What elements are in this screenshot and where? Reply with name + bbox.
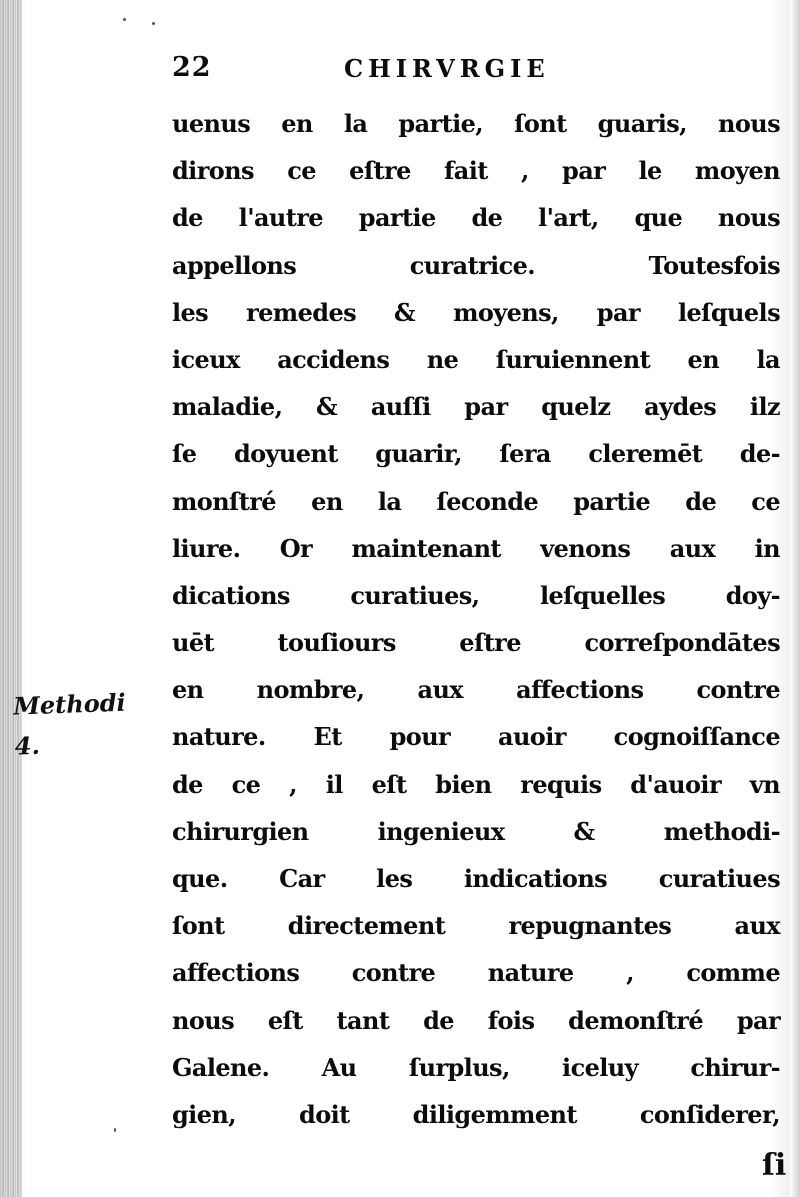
ink-speck xyxy=(123,18,126,21)
text-line: dirons ce eſtre fait , par le moyen xyxy=(172,156,780,186)
marginal-note-line: 4. xyxy=(14,730,41,761)
text-line: uenus en la partie, ſont guaris, nous xyxy=(172,109,780,138)
text-line: ſont directement repugnantes aux xyxy=(172,911,780,941)
text-line: liure. Or maintenant venons aux in xyxy=(172,533,780,563)
catchword: ſi xyxy=(762,1148,787,1183)
text-line: en nombre, aux affections contre xyxy=(172,675,780,705)
text-line: que. Car les indications curatiues xyxy=(172,864,780,893)
binding-gutter xyxy=(0,0,22,1197)
text-line: de l'autre partie de l'art, que nous xyxy=(172,203,780,233)
text-line: Galene. Au ſurplus, iceluy chirur- xyxy=(172,1052,780,1082)
text-line: nous eſt tant de fois demonſtré par xyxy=(172,1005,780,1035)
running-head: CHIRVRGIE xyxy=(344,54,550,83)
text-line: ſe doyuent guarir, ſera cleremēt de- xyxy=(172,439,780,469)
text-line: uēt touſiours eſtre correſpondātes xyxy=(172,628,780,658)
ink-speck xyxy=(114,1128,116,1132)
ink-speck xyxy=(152,22,155,25)
text-line: iceux accidens ne ſuruiennent en la xyxy=(172,344,780,374)
page-header xyxy=(172,52,772,92)
text-line: gien, doit diligemment conſiderer, xyxy=(172,1099,780,1129)
text-line: les remedes & moyens, par leſquels xyxy=(172,297,780,327)
text-line: appellons curatrice. Toutesfois xyxy=(172,250,780,280)
text-line: affections contre nature , comme xyxy=(172,958,780,988)
marginal-note xyxy=(13,681,166,766)
text-line: monſtré en la ſeconde partie de ce xyxy=(172,486,780,516)
page-number: 22 xyxy=(172,52,212,83)
marginal-note-line: Methodi xyxy=(12,687,127,721)
text-line: dications curatiues, leſquelles doy- xyxy=(172,580,780,610)
text-line: de ce , il eſt bien requis d'auoir vn xyxy=(172,769,780,799)
text-line: maladie, & auſſi par quelz aydes ilz xyxy=(172,392,780,422)
text-line: nature. Et pour auoir cognoiſſance xyxy=(172,722,780,752)
body-text xyxy=(172,100,780,1138)
text-line: chirurgien ingenieux & methodi- xyxy=(172,816,780,846)
page-edge xyxy=(790,0,800,1197)
